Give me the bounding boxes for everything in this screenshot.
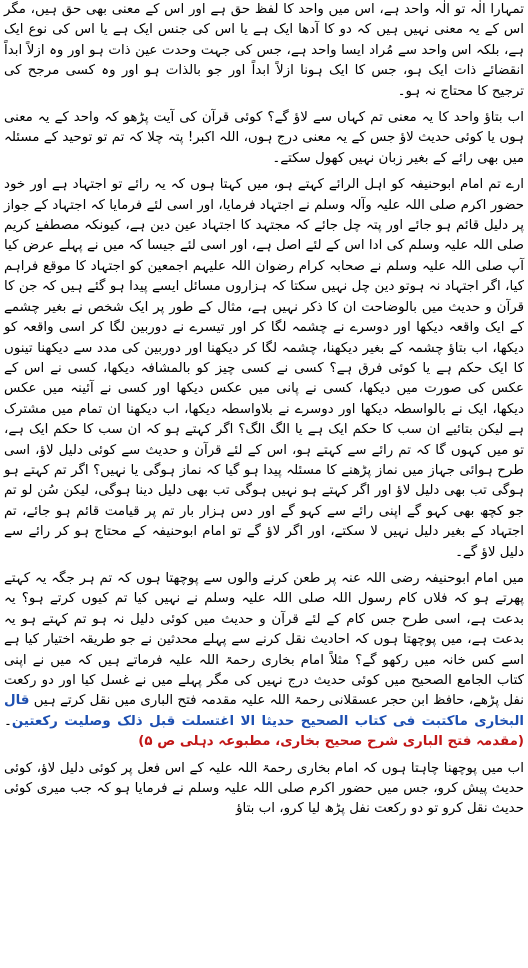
paragraph-5-text: اب میں پوچھنا چاہتا ہوں کہ امام بخاری رحمۃ اللہ علیہ کے اس فعل پر کوئی دلیل لاؤ، کوئی حدیث پیش کرو، جس میں حضور اکرم صلی اللہ علیہ وسلم نے فرمایا ہو کہ جب میری کوئی حدیث نقل کرو تو دو رکعت نفل پڑھ لیا کرو، اب بتاؤ (4, 760, 524, 817)
paragraph-5 (4, 759, 524, 820)
paragraph-2 (4, 108, 524, 169)
paragraph-4-punctuation: ۔ (4, 713, 12, 729)
paragraph-4 (4, 569, 524, 753)
paragraph-2-text: اب بتاؤ واحد کا یہ معنی تم کہاں سے لاؤ گے؟ کوئی قرآن کی آیت پڑھو کہ واحد کے یہ معنی ہوں یا کوئی حدیث لاؤ جس کے یہ معنی درج ہوں، اللہ اکبر! پتہ چلا کہ تم تو توحید کے مسئلہ میں بھی رائے کے بغیر زبان نہیں کھول سکتے۔ (4, 110, 524, 166)
paragraph-3 (4, 175, 524, 563)
arabic-quotation: قال البخاری ماکتبت فی کتاب الصحیح حدیثا الا اغتسلت قبل ذلک وصلیت رکعتین (4, 693, 524, 729)
paragraph-4-text: میں امام ابوحنیفہ رضی اللہ عنہ پر طعن کرنے والوں سے پوچھتا ہوں کہ تم ہر جگہ یہ کہتے پھرتے ہو کہ فلاں کام رسول اللہ صلی اللہ علیہ وسلم نے نہیں کیا تم کیوں کرتے ہو؟ یہ بدعت ہے، اسی طرح جس کام کے لئے قرآن و حدیث میں کوئی دلیل نہ ہو تم کہتے ہو یہ بدعت ہے، میں پوچھتا ہوں کہ احادیث نقل کرنے سے پہلے محدثین نے جو طریقہ اختیار کیا ہے اسے کس خانہ میں رکھو گے؟ مثلاً امام بخاری رحمۃ اللہ علیہ فرماتے ہیں کہ میں نے اپنی کتاب الجامع الصحیح میں کوئی حدیث درج نہیں کی مگر پہلے میں نے غسل کیا اور دو رکعت نفل پڑھے، حافظ ابن حجر عسقلانی رحمۃ اللہ علیہ مقدمہ فتح الباری میں نقل کرتے ہیں (4, 570, 524, 709)
book-reference: (مقدمہ فتح الباری شرح صحیح بخاری، مطبوعہ دہلی ص ۵) (138, 734, 524, 750)
paragraph-3-text: ارے تم امام ابوحنیفہ کو اہل الرائے کہتے ہو، میں کہتا ہوں کہ یہ رائے تو اجتہاد ہے اور خود حضور اکرم صلی اللہ علیہ وآلہ وسلم نے اجتہاد فرمایا، اور اسی لئے فرمایا کہ اجتہاد کے جواز پر دلیل قائم ہو جائے اور پتہ چل جائے کہ مجتہد کا اجتہاد عین دین ہے، کیونکہ مصطفےٰ کریم صلی اللہ علیہ وسلم کی ادا اس کے لئے اصل ہے، اور اسی لئے جیسا کہ میں نے پہلے عرض کیا آپ صلی اللہ علیہ وسلم نے صحابہ کرام رضوان اللہ علیہم اجمعین کو اجتہاد کا موقع فراہم کیا، اگر اجتہاد نہ ہوتو دین چل نہیں سکتا کہ ہزاروں مسائل ایسے پیدا ہو گئے ہیں کہ جن کا قرآن و حدیث میں بالوضاحت ان کا ذکر نہیں ہے، مثال کے طور پر ایک شخص نے بغیر چشمے کے ایک واقعہ دیکھا اور دوسرے نے چشمہ لگا کر اور تیسرے نے دوربین لگا کر اسی واقعہ کو دیکھا، اب بتاؤ چشمہ کے بغیر دیکھنا، چشمہ لگا کر دیکھنا اور دوربین کی مدد سے دیکھنا تینوں کا ایک حکم ہے یا کوئی فرق ہے؟ کسی نے کسی چیز کو بالمشافہ دیکھا، کسی نے اس کے عکس کی صورت میں دیکھا، کسی نے پانی میں عکس دیکھا اور کسی نے آئینہ میں عکس دیکھا، ایک نے بالواسطہ دیکھا اور دوسرے نے بلاواسطہ دیکھا، اب دیکھنا ان تمام میں مشترک ہے لیکن بتائیے ان سب کا حکم ایک ہے یا الگ الگ؟ اگر کہتے ہو کہ ان سب کا حکم ایک ہے، تو میں کہوں گا کہ تم رائے سے کہتے ہو، اس کے لئے قرآن و حدیث سے کوئی دلیل لاؤ، اسی طرح ہوائی جہاز میں نماز پڑھنے کا مسئلہ پیدا ہو گیا کہ نماز ہوگی یا نہیں؟ اگر تم کہتے ہو ہوگی تب بھی دلیل لاؤ اور اگر کہتے ہو نہیں ہوگی تب بھی دلیل دینا ہوگی، لیکن سُن لو تم جو کچھ بھی کہو گے اپنی رائے سے کہو گے اور دس ہزار بار تم پر قیامت قائم ہو جائے، تم اجتہاد کے بغیر دلیل نہیں لا سکتے، اور اگر لاؤ گے تو امام ابوحنیفہ کے محتاج ہو کر رائے سے دلیل لاؤ گے۔ (4, 177, 524, 560)
paragraph-1-text: تمہارا الٰہ تو الٰہ واحد ہے، اس میں واحد کا لفظ حق ہے اور اس کے معنی بھی حق ہیں، مگر اس کے یہ معنی نہیں ہیں کہ دو کا آدھا ایک ہے یا اس کی جنس ایک ہے یا اس کی نوع ایک ہے، بلکہ اس واحد سے مُراد ایسا واحد ہے، جس کی جہت وحدت عین ذات ہو اور وہ ازلاً ابداً انقضائے ذات ایک ہو، جس کا ایک ہونا ازلاً ابداً اور جو بالذات ہو اور وہ کسی مرجح کی ترجیح کا محتاج نہ ہو۔ (4, 2, 524, 99)
paragraph-1 (4, 0, 524, 102)
